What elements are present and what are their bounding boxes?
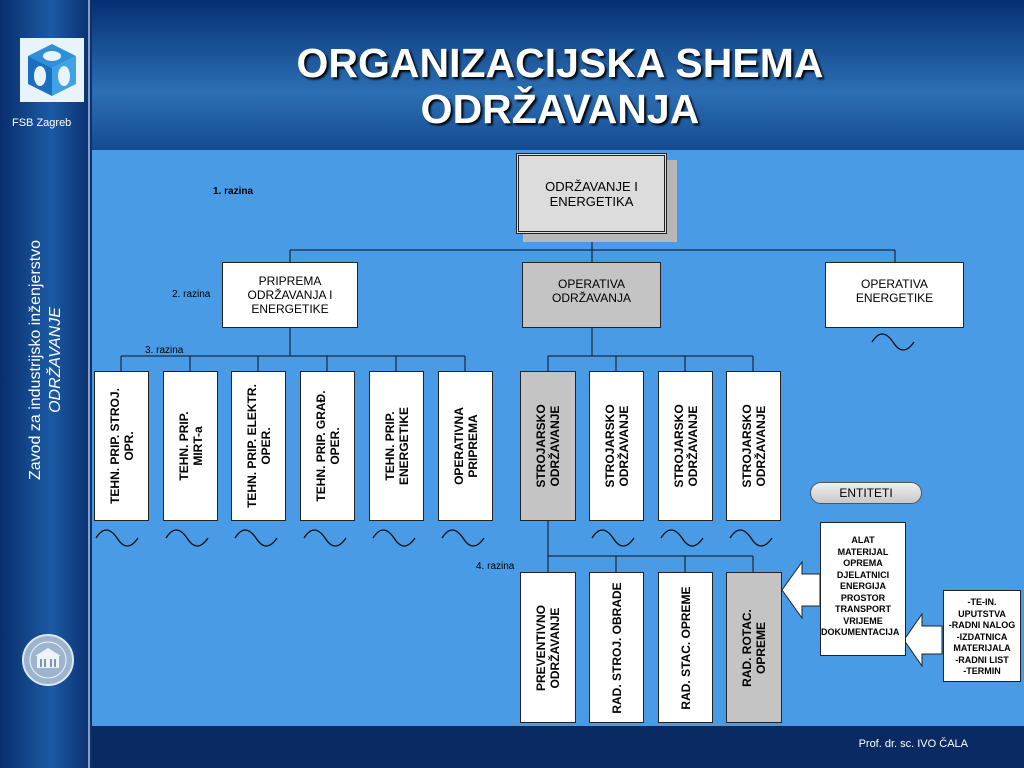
level3-node xyxy=(94,371,149,521)
level4-node xyxy=(520,572,576,723)
level2-node-operativa-odrzavanja xyxy=(522,262,661,328)
level3-node xyxy=(438,371,493,521)
wave-icon xyxy=(661,530,703,546)
entities-list-box xyxy=(820,522,906,656)
level3-node xyxy=(231,371,286,521)
level4-label: RAD. STROJ. OBRADE xyxy=(609,581,624,714)
level3-label: TEHN. PRIP. STROJ. OPR. xyxy=(107,388,136,504)
level3-label: STROJARSKO ODRŽAVANJE xyxy=(739,404,768,488)
document-item: -TERMIN xyxy=(963,666,1001,676)
wave-icon xyxy=(872,334,914,350)
entity-item: TRANSPORT xyxy=(835,604,891,614)
level4-node xyxy=(658,572,713,723)
document-item: -IZDATNICA xyxy=(956,631,1008,642)
document-item: -RADNI NALOG xyxy=(948,620,1016,630)
wave-icon xyxy=(592,530,634,546)
level2-node-operativa-energetike xyxy=(825,262,964,328)
wave-icon xyxy=(304,530,346,546)
level3-label: TEHN. PRIP. ELEKTR. OPER. xyxy=(244,384,273,508)
level3-node xyxy=(589,371,644,521)
level3-node xyxy=(300,371,355,521)
arrow-left-icon xyxy=(904,614,942,666)
level2-label: OPERATIVA ENERGETIKE xyxy=(855,277,934,305)
entity-item: PROSTOR xyxy=(840,592,886,603)
title-line-1: ORGANIZACIJSKA SHEMA xyxy=(296,40,824,86)
level-3-label: 3. razina xyxy=(145,345,184,356)
level3-label: STROJARSKO ODRŽAVANJE xyxy=(534,404,562,488)
level3-label: TEHN. PRIP. ENERGETIKE xyxy=(382,406,411,486)
title-line-2: ODRŽAVANJA xyxy=(420,86,700,132)
entity-item: VRIJEME xyxy=(843,615,883,626)
top-node-line-2: ENERGETIKA xyxy=(549,193,634,209)
level4-label: PREVENTIVNO ODRŽAVANJE xyxy=(534,604,562,691)
wave-icon xyxy=(235,530,277,546)
document-item: -TE-IN. xyxy=(967,597,997,607)
institution-label: FSB Zagreb xyxy=(12,117,72,129)
entity-item: ALAT xyxy=(851,535,875,545)
top-node-line-1: ODRŽAVANJE I xyxy=(545,178,638,194)
level-1-label: 1. razina xyxy=(213,186,254,197)
entity-item: MATERIJAL xyxy=(837,546,889,557)
level2-label: PRIPREMA ODRŽAVANJA I ENERGETIKE xyxy=(247,274,333,316)
department-subject: ODRŽAVANJE xyxy=(47,307,64,413)
level4-node xyxy=(589,572,644,723)
level-4-label: 4. razina xyxy=(476,561,515,572)
level4-label: RAD. ROTAC. OPREME xyxy=(740,608,768,687)
wave-icon xyxy=(730,530,772,546)
wave-icon xyxy=(373,530,415,546)
entity-item: ENERGIJA xyxy=(839,581,886,591)
level3-label: TEHN. PRIP. MIRT-a xyxy=(176,411,205,481)
level3-label: TEHN. PRIP. GRAĐ. OPER. xyxy=(313,390,342,502)
level3-label: STROJARSKO ODRŽAVANJE xyxy=(671,404,700,488)
document-item: -RADNI LIST xyxy=(955,654,1009,665)
entiteti-button[interactable]: ENTITETI xyxy=(810,482,922,504)
level3-node xyxy=(726,371,781,521)
level3-node xyxy=(369,371,424,521)
wave-icon xyxy=(166,530,208,546)
level3-label: OPERATIVNA PRIPREMA xyxy=(451,407,480,485)
wave-icon xyxy=(96,530,138,546)
level-2-label: 2. razina xyxy=(172,289,211,300)
top-node xyxy=(516,153,667,234)
wave-icon xyxy=(442,530,484,546)
level4-label: RAD. STAC. OPREME xyxy=(678,585,693,710)
level2-label: OPERATIVA ODRŽAVANJA xyxy=(552,277,631,305)
level3-label: STROJARSKO ODRŽAVANJE xyxy=(602,404,631,488)
department-name: Zavod za industrijsko inženjerstvo xyxy=(27,239,44,481)
level4-node-highlighted xyxy=(726,572,782,723)
level3-node xyxy=(658,371,713,521)
documents-list-box xyxy=(943,590,1021,682)
author-footer: Prof. dr. sc. IVO ČALA xyxy=(858,738,968,750)
level3-node xyxy=(163,371,218,521)
entity-item: DOKUMENTACIJA xyxy=(821,627,900,637)
document-item: MATERIJALA xyxy=(953,643,1011,653)
arrow-left-icon xyxy=(782,562,820,618)
entity-item: OPREMA xyxy=(843,558,883,568)
level2-node-priprema xyxy=(222,262,358,328)
level3-node-highlighted xyxy=(520,371,576,521)
entity-item: DJELATNICI xyxy=(836,569,890,580)
document-item: UPUTSTVA xyxy=(958,608,1006,619)
